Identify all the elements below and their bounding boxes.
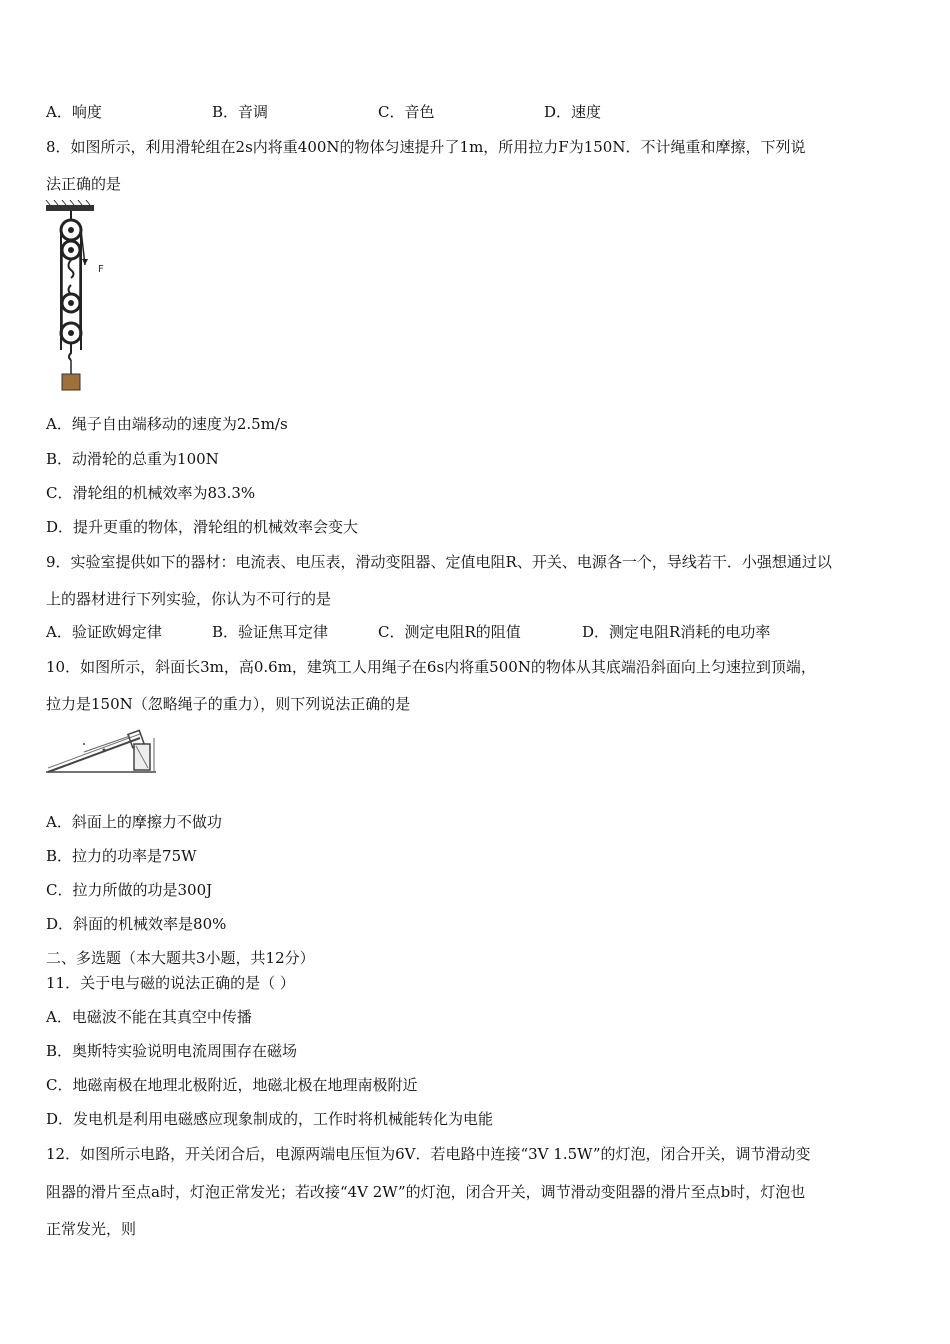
q7-option-b: B．音调: [212, 103, 269, 121]
q10-option-b: B．拉力的功率是75W: [46, 847, 197, 865]
q9-option-c: C．测定电阻R的阻值: [378, 623, 521, 641]
q9-stem-line-2: 上的器材进行下列实验，你认为不可行的是: [46, 590, 332, 608]
pulley-force-label: F: [98, 264, 104, 275]
q10-option-a: A．斜面上的摩擦力不做功: [46, 813, 222, 831]
q7-option-c: C．音色: [378, 103, 435, 121]
section-2-title: 二、多选题（本大题共3小题，共12分）: [46, 949, 315, 967]
q10-stem-line-1: 10．如图所示，斜面长3m，高0.6m，建筑工人用绳子在6s内将重500N的物体从其底端沿斜面向上匀速拉到顶端，: [46, 658, 816, 676]
q11-option-c: C．地磁南极在地理北极附近，地磁北极在地理南极附近: [46, 1076, 418, 1094]
q11-option-a: A．电磁波不能在其真空中传播: [46, 1008, 252, 1026]
incline-figure: [44, 724, 160, 782]
q11-stem: 11．关于电与磁的说法正确的是（ ）: [46, 974, 295, 992]
q11-option-d: D．发电机是利用电磁感应现象制成的，工作时将机械能转化为电能: [46, 1110, 494, 1128]
q10-stem-line-2: 拉力是150N（忽略绳子的重力），则下列说法正确的是: [46, 695, 411, 713]
q9-option-d: D．测定电阻R消耗的电功率: [582, 623, 771, 641]
q12-stem-line-1: 12．如图所示电路，开关闭合后，电源两端电压恒为6V．若电路中连接“3V 1.5W”的灯泡，闭合开关，调节滑动变: [46, 1145, 811, 1163]
q12-stem-line-2: 阻器的滑片至点a时，灯泡正常发光；若改接“4V 2W”的灯泡，闭合开关，调节滑动变阻器的滑片至点b时，灯泡也: [46, 1183, 806, 1201]
q8-stem-line-1: 8．如图所示，利用滑轮组在2s内将重400N的物体匀速提升了1m，所用拉力F为150N．不计绳重和摩擦，下列说: [46, 138, 806, 156]
q9-stem-line-1: 9．实验室提供如下的器材：电流表、电压表，滑动变阻器、定值电阻R、开关、电源各一个，导线若干．小强想通过以: [46, 553, 832, 571]
q8-stem-line-2: 法正确的是: [46, 175, 122, 193]
q8-option-c: C．滑轮组的机械效率为83.3%: [46, 484, 256, 502]
q9-option-b: B．验证焦耳定律: [212, 623, 329, 641]
q8-option-a: A．绳子自由端移动的速度为2.5m/s: [46, 415, 288, 433]
q8-option-d: D．提升更重的物体，滑轮组的机械效率会变大: [46, 518, 359, 536]
q8-option-b: B．动滑轮的总重为100N: [46, 450, 219, 468]
q9-option-a: A．验证欧姆定律: [46, 623, 162, 641]
q10-option-d: D．斜面的机械效率是80%: [46, 915, 227, 933]
q12-stem-line-3: 正常发光，则: [46, 1220, 137, 1238]
q10-option-c: C．拉力所做的功是300J: [46, 881, 213, 899]
q11-option-b: B．奥斯特实验说明电流周围存在磁场: [46, 1042, 298, 1060]
pulley-system-figure: [40, 200, 120, 395]
q7-option-d: D．速度: [544, 103, 602, 121]
q7-option-a: A．响度: [46, 103, 102, 121]
